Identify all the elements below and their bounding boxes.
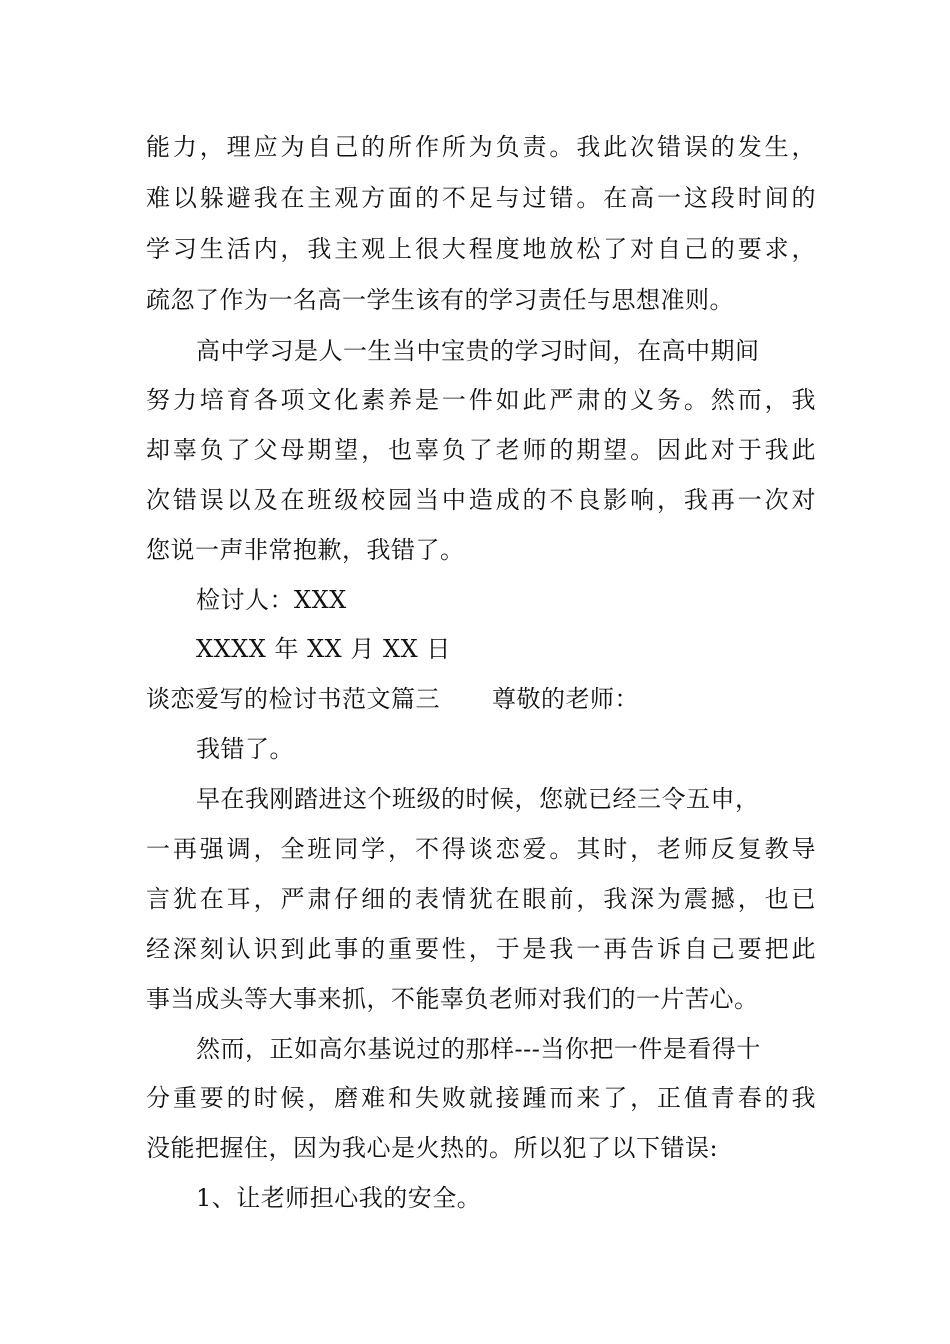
- paragraph-line: 次错误以及在班级校园当中造成的不良影响，我再一次对: [146, 486, 816, 514]
- salutation: 尊敬的老师：: [492, 685, 639, 713]
- paragraph-line: 却辜负了父母期望，也辜负了老师的期望。因此对于我此: [146, 436, 816, 464]
- paragraph-line: 早在我刚踏进这个班级的时候，您就已经三令五申，: [196, 785, 760, 813]
- paragraph-line: 高中学习是人一生当中宝贵的学习时间，在高中期间: [196, 337, 760, 365]
- paragraph-line: 没能把握住，因为我心是火热的。所以犯了以下错误:: [146, 1134, 719, 1162]
- paragraph-line: 事当成头等大事来抓，不能辜负老师对我们的一片苦心。: [146, 985, 759, 1013]
- paragraph-line: 经深刻认识到此事的重要性，于是我一再告诉自己要把此: [146, 935, 816, 963]
- paragraph-line: 努力培育各项文化素养是一件如此严肃的义务。然而，我: [146, 386, 816, 414]
- reviewer-signature: 检讨人：XXX: [196, 586, 347, 614]
- section-title: 谈恋爱写的检讨书范文篇三: [146, 685, 440, 713]
- paragraph-line: 言犹在耳，严肃仔细的表情犹在眼前，我深为震撼，也已: [146, 885, 816, 913]
- paragraph-line: 一再强调，全班同学，不得谈恋爱。其时，老师反复教导: [146, 835, 816, 863]
- paragraph-line: 您说一声非常抱歉，我错了。: [146, 536, 465, 564]
- paragraph-line: 学习生活内，我主观上很大程度地放松了对自己的要求，: [146, 235, 816, 263]
- signature-date: XXXX 年 XX 月 XX 日: [196, 635, 451, 663]
- paragraph-line: 难以躲避我在主观方面的不足与过错。在高一这段时间的: [146, 184, 816, 212]
- paragraph-line: 疏忽了作为一名高一学生该有的学习责任与思想准则。: [146, 286, 734, 314]
- paragraph-line: 能力，理应为自己的所作所为负责。我此次错误的发生，: [146, 133, 816, 161]
- section-heading: [146, 684, 816, 714]
- paragraph-line: 分重要的时候，磨难和失败就接踵而来了，正值青春的我: [146, 1084, 816, 1112]
- paragraph-line: 我错了。: [196, 735, 294, 763]
- paragraph-line: 然而，正如高尔基说过的那样---当你把一件是看得十: [196, 1035, 761, 1063]
- list-item: 1、让老师担心我的安全。: [196, 1184, 482, 1212]
